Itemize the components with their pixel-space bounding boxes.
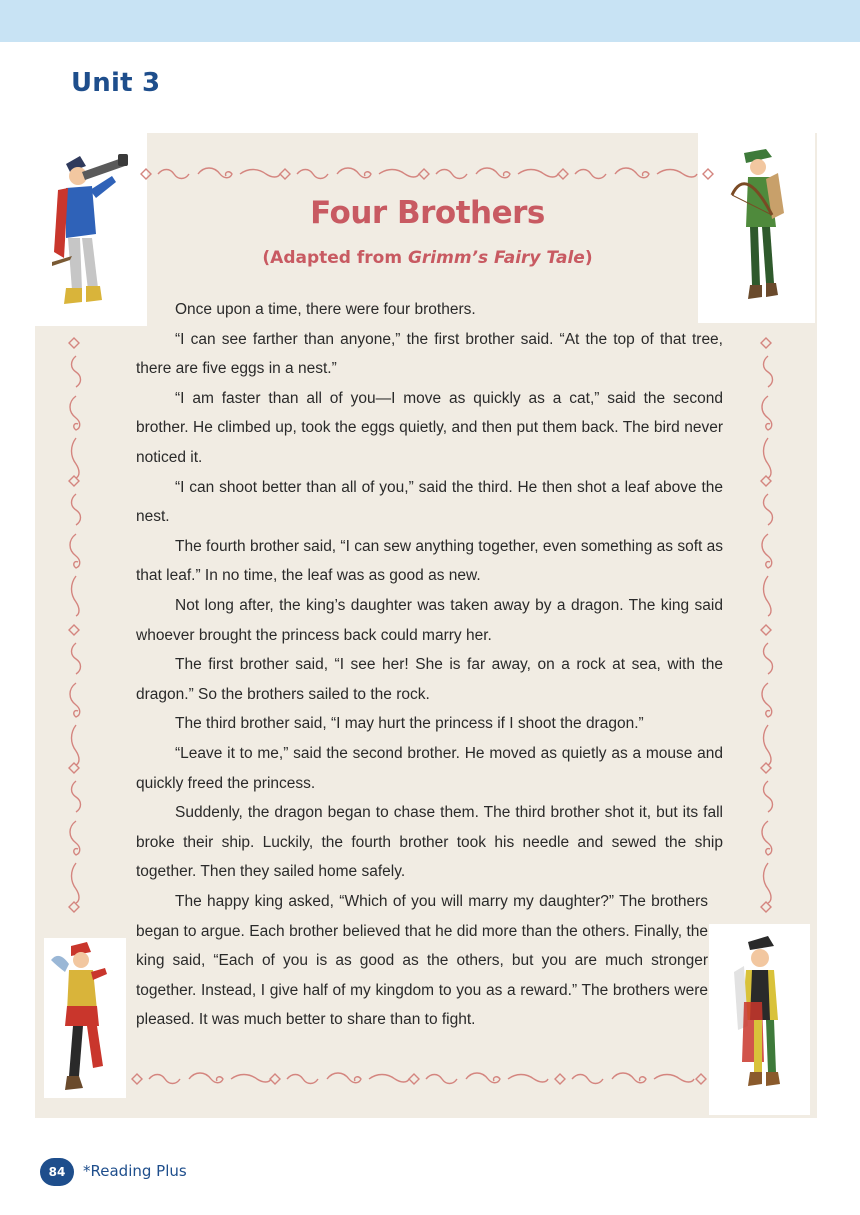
story-paragraph: The first brother said, “I see her! She is far away, on a rock at sea, with the dragon.” So the brothers sailed to the rock. — [136, 656, 723, 703]
unit-heading: Unit 3 — [71, 68, 161, 98]
running-brother-icon — [47, 940, 123, 1095]
story-paragraph: “I am faster than all of you—I move as quickly as a cat,” said the second brother. He climbed up, took the eggs quietly, and then put them back. The bird never noticed it. — [136, 389, 723, 466]
story-paragraph: “I can see farther than anyone,” the first brother said. “At the top of that tree, there are five eggs in a nest.” — [136, 330, 723, 378]
story-paragraph: “Leave it to me,” said the second brother. He moved as quietly as a mouse and quickly freed the princess. — [136, 744, 723, 792]
tailor-brother-icon — [730, 932, 798, 1104]
page-number-badge: 84 — [40, 1158, 74, 1186]
archer-brother-icon — [730, 145, 800, 317]
story-paragraph: The fourth brother said, “I can sew anything together, even something as soft as that leaf.” In no time, the leaf was as good as new. — [136, 537, 723, 585]
story-body — [136, 295, 723, 887]
bottom-border-row — [132, 1073, 706, 1084]
story-paragraph: Not long after, the king’s daughter was taken away by a dragon. The king said whoever brought the princess back could marry her. — [136, 596, 723, 644]
story-title: Four Brothers — [310, 195, 545, 231]
story-paragraph: Suddenly, the dragon began to chase them. The third brother shot it, but its fall broke their ship. Luckily, the fourth brother took his needle and sewed the ship together. Then they sailed home safely. — [136, 804, 723, 881]
subtitle-prefix: (Adapted from — [262, 248, 408, 268]
story-paragraph: The third brother said, “I may hurt the princess if I shoot the dragon.” — [175, 715, 644, 733]
subtitle-suffix: ) — [584, 248, 593, 268]
section-label: *Reading Plus — [83, 1162, 187, 1180]
brother-with-spyglass-icon — [48, 150, 138, 320]
right-border-column — [761, 338, 773, 912]
story-body-final — [136, 887, 708, 1035]
story-subtitle — [140, 248, 715, 268]
subtitle-source: Grimm’s Fairy Tale — [407, 248, 585, 268]
story-paragraph: The happy king asked, “Which of you will marry my daughter?” The brothers began to argue. Each brother believed that he did more than the others. Finally, the king said, “Each of you is as good as the others, but you are much stronger together. Instead, I give half of my kingdom to you as a reward.” The brothers were pleased. It was much better to share than to fight. — [136, 893, 708, 1029]
top-border-row — [141, 168, 713, 179]
left-border-column — [69, 338, 81, 912]
story-paragraph: “I can shoot better than all of you,” said the third. He then shot a leaf above the nest. — [136, 478, 723, 526]
story-paragraph: Once upon a time, there were four brothers. — [175, 301, 476, 318]
